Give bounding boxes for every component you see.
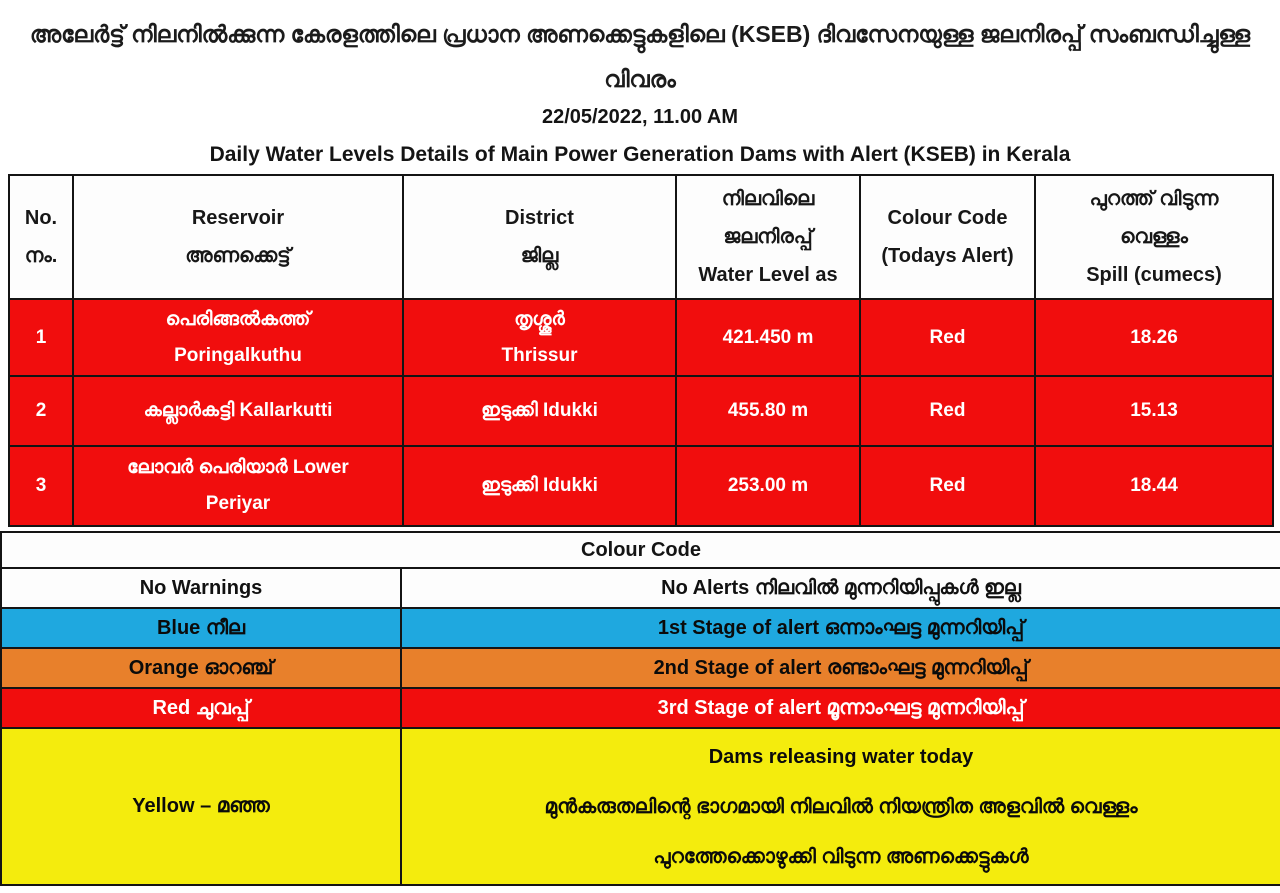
header-line: Reservoir	[191, 207, 285, 229]
legend-line: No Alerts നിലവിൽ മുന്നറിയിപ്പുകൾ ഇല്ല	[661, 577, 1021, 599]
header-line: District	[505, 207, 574, 229]
legend-row-red	[1, 688, 1280, 728]
cell-spill: 18.26	[1035, 299, 1273, 376]
legend-description	[401, 648, 1280, 688]
cell-line: ഇടുക്കി Idukki	[481, 400, 598, 421]
cell-water-level: 421.450 m	[676, 299, 860, 376]
cell-spill: 18.44	[1035, 446, 1273, 526]
header-line: (Todays Alert)	[881, 245, 1014, 267]
cell-district	[403, 446, 676, 526]
header-reservoir	[73, 175, 403, 299]
legend-label: Red ചുവപ്പ്	[1, 688, 401, 728]
cell-no: 3	[9, 446, 73, 526]
header-line: ജില്ല	[520, 245, 559, 267]
cell-colour-code: Red	[860, 299, 1035, 376]
cell-no: 2	[9, 376, 73, 446]
header-line: ജലനിരപ്പ്	[723, 226, 813, 248]
header-line: Colour Code	[887, 207, 1008, 229]
legend-line: Dams releasing water today	[708, 745, 974, 768]
cell-colour-code: Red	[860, 376, 1035, 446]
dams-table	[8, 174, 1274, 527]
cell-reservoir	[73, 376, 403, 446]
legend-line: 1st Stage of alert ഒന്നാംഘട്ട മുന്നറിയിപ്പ്	[657, 617, 1025, 639]
legend-line: മുൻകരുതലിന്റെ ഭാഗമായി നിലവിൽ നിയന്ത്രിത അളവിൽ വെള്ളം	[544, 795, 1138, 818]
date-time: 22/05/2022, 11.00 AM	[541, 106, 739, 128]
cell-line: Poringalkuthu	[174, 344, 302, 366]
legend-title-row	[1, 532, 1280, 568]
header-line: Spill (cumecs)	[1086, 264, 1222, 286]
dam-row-lower-periyar	[9, 446, 1273, 526]
legend-row-blue	[1, 608, 1280, 648]
cell-line: കല്ലാർകട്ടി Kallarkutti	[143, 400, 333, 421]
legend-row-yellow	[1, 728, 1280, 885]
legend-row-orange	[1, 648, 1280, 688]
legend-label: Blue നീല	[1, 608, 401, 648]
dam-row-poringalkuthu	[9, 299, 1273, 376]
cell-water-level: 455.80 m	[676, 376, 860, 446]
legend-label: Orange ഓറഞ്ച്	[1, 648, 401, 688]
legend-description	[401, 568, 1280, 608]
legend-row-no-warnings	[1, 568, 1280, 608]
cell-reservoir	[73, 299, 403, 376]
cell-colour-code: Red	[860, 446, 1035, 526]
cell-line: പെരിങ്ങൽകത്ത്	[165, 308, 311, 330]
cell-line: ലോവർ പെരിയാർ Lower	[127, 457, 349, 478]
legend-description	[401, 608, 1280, 648]
colour-code-legend-table	[0, 531, 1280, 886]
cell-water-level: 253.00 m	[676, 446, 860, 526]
legend-label: Yellow – മഞ്ഞ	[1, 728, 401, 885]
header-line: അണക്കെട്ട്	[185, 245, 291, 267]
dams-table-header-row	[9, 175, 1273, 299]
legend-line: പുറത്തേക്കൊഴുക്കി വിടുന്ന അണക്കെട്ടുകൾ	[653, 845, 1029, 868]
legend-title: Colour Code	[1, 532, 1280, 568]
cell-line: Thrissur	[501, 344, 578, 366]
english-title: Daily Water Levels Details of Main Power Generation Dams with Alert (KSEB) in Kerala	[209, 143, 1071, 166]
header-line: പുറത്ത് വിടുന്ന	[1089, 188, 1219, 210]
cell-line: ഇടുക്കി Idukki	[481, 475, 598, 496]
cell-spill: 15.13	[1035, 376, 1273, 446]
legend-line: 2nd Stage of alert രണ്ടാംഘട്ട മുന്നറിയിപ്പ്	[653, 657, 1029, 679]
legend-label: No Warnings	[1, 568, 401, 608]
header-line: Water Level as	[698, 264, 838, 286]
legend-description	[401, 728, 1280, 885]
header-line: നിലവിലെ	[721, 188, 815, 210]
cell-district	[403, 299, 676, 376]
header-line: നം.	[24, 245, 58, 267]
legend-line: 3rd Stage of alert മൂന്നാംഘട്ട മുന്നറിയിപ്പ്	[657, 697, 1025, 719]
dam-row-kallarkutti	[9, 376, 1273, 446]
cell-district	[403, 376, 676, 446]
cell-reservoir	[73, 446, 403, 526]
malayalam-title: അലേർട്ട് നിലനിൽക്കുന്ന കേരളത്തിലെ പ്രധാന അണക്കെട്ടുകളിലെ (KSEB) ദിവസേനയുള്ള ജലനിരപ്പ് സംബന്ധിച്ചുള്ള വിവരം	[29, 21, 1251, 92]
header-no	[9, 175, 73, 299]
header-spill	[1035, 175, 1273, 299]
header-district	[403, 175, 676, 299]
cell-line: Periyar	[205, 493, 271, 514]
header-line: വെള്ളം	[1120, 226, 1188, 248]
header-line: No.	[24, 207, 58, 229]
legend-description	[401, 688, 1280, 728]
header-water-level	[676, 175, 860, 299]
cell-line: തൃശ്ശൂർ	[514, 308, 565, 330]
cell-no: 1	[9, 299, 73, 376]
header-colour-code	[860, 175, 1035, 299]
